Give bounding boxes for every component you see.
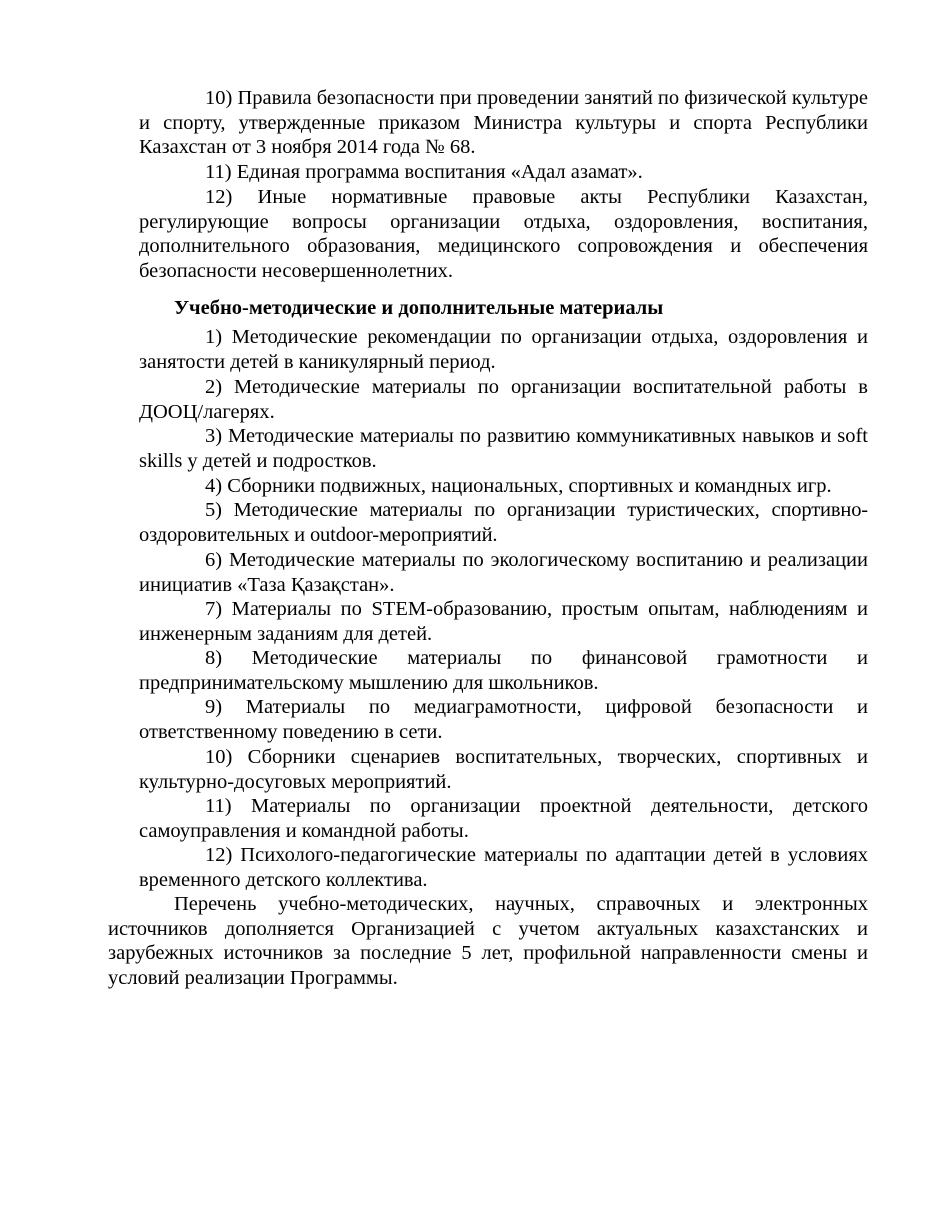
- list-item-material-8: 8) Методические материалы по финансовой грамотности и предпринимательскому мышлению для школьников.: [139, 647, 868, 694]
- list-item-safety-rules: 10) Правила безопасности при проведении занятий по физической культуре и спорту, утвержденные приказом Министра культуры и спорта Республики Казахстан от 3 ноября 2014 года № 68.: [139, 87, 868, 159]
- list-item-education-program: 11) Единая программа воспитания «Адал азамат».: [205, 161, 643, 183]
- list-item-material-5: 5) Методические материалы по организации туристических, спортивно-оздоровительных и outdoor-мероприятий.: [139, 499, 868, 546]
- list-item-material-10: 10) Сборники сценариев воспитательных, творческих, спортивных и культурно-досуговых мероприятий.: [139, 746, 868, 793]
- list-item-material-3: 3) Методические материалы по развитию коммуникативных навыков и soft skills у детей и подростков.: [139, 425, 868, 472]
- list-item-material-9: 9) Материалы по медиаграмотности, цифровой безопасности и ответственному поведению в сети.: [139, 696, 868, 743]
- section-heading-materials: Учебно-методические и дополнительные материалы: [174, 297, 664, 319]
- list-item-material-11: 11) Материалы по организации проектной деятельности, детского самоуправления и командной работы.: [139, 795, 868, 842]
- list-item-material-1: 1) Методические рекомендации по организации отдыха, оздоровления и занятости детей в каникулярный период.: [139, 326, 868, 373]
- list-item-material-2: 2) Методические материалы по организации воспитательной работы в ДООЦ/лагерях.: [139, 376, 868, 423]
- list-item-material-7: 7) Материалы по STEM-образованию, простым опытам, наблюдениям и инженерным заданиям для детей.: [139, 598, 868, 645]
- list-item-material-12: 12) Психолого-педагогические материалы по адаптации детей в условиях временного детского коллектива.: [139, 844, 868, 891]
- list-item-normative-acts: 12) Иные нормативные правовые акты Республики Казахстан, регулирующие вопросы организации отдыха, оздоровления, воспитания, дополнительного образования, медицинского сопровождения и обеспечения безопасности несовершеннолетних.: [139, 186, 868, 282]
- closing-paragraph: Перечень учебно-методических, научных, справочных и электронных источников дополняется Организацией с учетом актуальных казахстанских и зарубежных источников за последние 5 лет, профильной направленности смены и условий реализации Программы.: [108, 893, 868, 989]
- list-item-material-4: 4) Сборники подвижных, национальных, спортивных и командных игр.: [205, 475, 832, 497]
- list-item-material-6: 6) Методические материалы по экологическому воспитанию и реализации инициатив «Таза Қазақстан».: [139, 549, 868, 596]
